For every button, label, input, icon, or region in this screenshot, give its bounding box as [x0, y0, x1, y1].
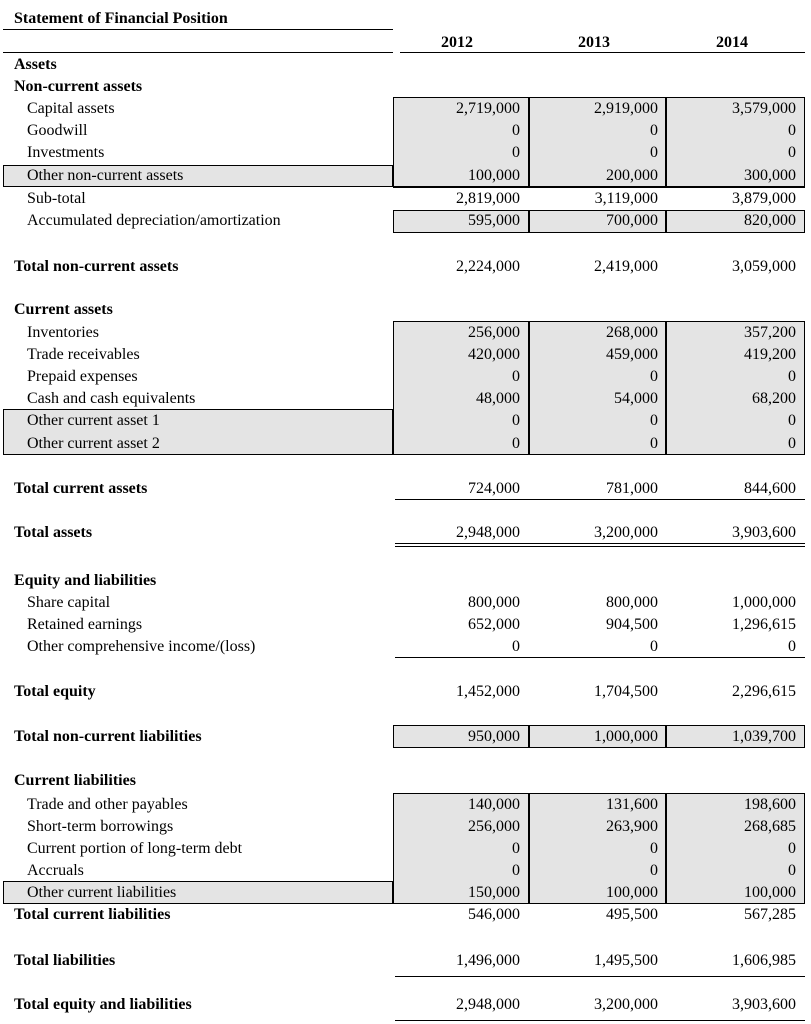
row-label-prepaid-expenses: Prepaid expenses — [27, 368, 138, 385]
cell-sub-total-2014: 3,879,000 — [732, 190, 796, 207]
cell-total-current-assets-2014: 844,600 — [744, 480, 796, 497]
cell-inventories-2012: 256,000 — [468, 324, 520, 341]
cell-investments-2013: 0 — [650, 144, 658, 161]
row-label-trade-receivables: Trade receivables — [27, 346, 140, 363]
cell-oci-2012: 0 — [512, 638, 520, 655]
row-label-total-current-liabilities: Total current liabilities — [14, 906, 171, 923]
row-label-capital-assets: Capital assets — [27, 100, 115, 117]
header-rule-extra — [3, 52, 393, 53]
cell-total-current-assets-2013: 781,000 — [606, 480, 658, 497]
cell-total-equity-2013: 1,704,500 — [594, 683, 658, 700]
equity-rule — [395, 657, 805, 658]
year-header-2013: 2013 — [578, 34, 610, 51]
cell-goodwill-2012: 0 — [512, 122, 520, 139]
cell-share-capital-2014: 1,000,000 — [732, 594, 796, 611]
cell-total-non-current-assets-2014: 3,059,000 — [732, 258, 796, 275]
row-label-total-equity-and-liabilities: Total equity and liabilities — [14, 996, 192, 1013]
cell-trade-receivables-2012: 420,000 — [468, 346, 520, 363]
row-label-other-non-current-assets: Other non-current assets — [27, 167, 184, 184]
page-title: Statement of Financial Position — [14, 10, 228, 27]
cell-retained-earnings-2013: 904,500 — [606, 616, 658, 633]
cell-total-equity-2012: 1,452,000 — [456, 683, 520, 700]
total-assets-rule-1 — [395, 543, 805, 544]
cell-total-non-current-liabilities-2012: 950,000 — [468, 728, 520, 745]
cell-accumulated-depreciation-2012: 595,000 — [468, 212, 520, 229]
row-label-other-current-asset-2: Other current asset 2 — [27, 435, 160, 452]
cell-other-current-asset-1-2014: 0 — [788, 412, 796, 429]
row-label-current-portion-ltd: Current portion of long-term debt — [27, 840, 243, 857]
section-current-liabilities: Current liabilities — [14, 772, 136, 789]
row-label-total-equity: Total equity — [14, 683, 96, 700]
total-eq-liab-rule — [395, 1020, 805, 1021]
cell-prepaid-expenses-2013: 0 — [650, 368, 658, 385]
cell-capital-assets-2013: 2,919,000 — [594, 100, 658, 117]
cell-trade-receivables-2014: 419,200 — [744, 346, 796, 363]
row-label-total-assets: Total assets — [14, 524, 93, 541]
row-label-accruals: Accruals — [27, 862, 84, 879]
total-current-assets-rule — [395, 499, 805, 500]
cell-total-equity-and-liabilities-2012: 2,948,000 — [456, 996, 520, 1013]
cell-total-non-current-liabilities-2014: 1,039,700 — [732, 728, 796, 745]
row-label-total-non-current-assets: Total non-current assets — [14, 258, 179, 275]
cell-investments-2012: 0 — [512, 144, 520, 161]
cell-share-capital-2012: 800,000 — [468, 594, 520, 611]
cell-other-current-asset-2-2013: 0 — [650, 435, 658, 452]
total-liabilities-rule — [395, 976, 805, 977]
cell-other-current-asset-1-2012: 0 — [512, 412, 520, 429]
cell-trade-receivables-2013: 459,000 — [606, 346, 658, 363]
cell-total-equity-2014: 2,296,615 — [732, 683, 796, 700]
cell-other-current-asset-2-2014: 0 — [788, 435, 796, 452]
cell-sub-total-2012: 2,819,000 — [456, 190, 520, 207]
cell-accruals-2012: 0 — [512, 862, 520, 879]
cell-total-current-liabilities-2014: 567,285 — [744, 906, 796, 923]
row-label-retained-earnings: Retained earnings — [27, 616, 143, 633]
cell-total-liabilities-2013: 1,495,500 — [594, 952, 658, 969]
cell-goodwill-2013: 0 — [650, 122, 658, 139]
cell-oci-2014: 0 — [788, 638, 796, 655]
cell-other-current-asset-1-2013: 0 — [650, 412, 658, 429]
cell-total-assets-2013: 3,200,000 — [594, 524, 658, 541]
cell-total-assets-2012: 2,948,000 — [456, 524, 520, 541]
section-equity-liabilities: Equity and liabilities — [14, 572, 157, 589]
cell-current-portion-ltd-2012: 0 — [512, 840, 520, 857]
cell-share-capital-2013: 800,000 — [606, 594, 658, 611]
cell-prepaid-expenses-2012: 0 — [512, 368, 520, 385]
section-current-assets: Current assets — [14, 301, 113, 318]
cell-other-non-current-assets-2012: 100,000 — [468, 167, 520, 184]
cell-cash-2013: 54,000 — [614, 390, 658, 407]
row-label-trade-payables: Trade and other payables — [27, 796, 188, 813]
row-label-goodwill: Goodwill — [27, 122, 88, 139]
year-header-2012: 2012 — [441, 34, 473, 51]
cell-capital-assets-2012: 2,719,000 — [456, 100, 520, 117]
cell-accruals-2014: 0 — [788, 862, 796, 879]
cell-retained-earnings-2012: 652,000 — [468, 616, 520, 633]
cell-oci-2013: 0 — [650, 638, 658, 655]
cell-short-term-borrowings-2013: 263,900 — [606, 818, 658, 835]
row-label-sub-total: Sub-total — [27, 190, 86, 207]
row-label-oci: Other comprehensive income/(loss) — [27, 638, 256, 655]
cell-current-portion-ltd-2014: 0 — [788, 840, 796, 857]
cell-accumulated-depreciation-2014: 820,000 — [744, 212, 796, 229]
cell-total-assets-2014: 3,903,600 — [732, 524, 796, 541]
cell-accruals-2013: 0 — [650, 862, 658, 879]
cell-cash-2012: 48,000 — [476, 390, 520, 407]
cell-investments-2014: 0 — [788, 144, 796, 161]
row-label-share-capital: Share capital — [27, 594, 111, 611]
cell-capital-assets-2014: 3,579,000 — [732, 100, 796, 117]
row-label-cash: Cash and cash equivalents — [27, 390, 196, 407]
cell-total-equity-and-liabilities-2014: 3,903,600 — [732, 996, 796, 1013]
row-label-inventories: Inventories — [27, 324, 99, 341]
total-assets-rule-2 — [395, 546, 805, 547]
cell-total-liabilities-2014: 1,606,985 — [732, 952, 796, 969]
cell-trade-payables-2014: 198,600 — [744, 796, 796, 813]
cell-other-current-liabilities-2012: 150,000 — [468, 884, 520, 901]
cell-cash-2014: 68,200 — [752, 390, 796, 407]
cell-other-non-current-assets-2014: 300,000 — [744, 167, 796, 184]
title-rule — [3, 29, 393, 30]
cell-retained-earnings-2014: 1,296,615 — [732, 616, 796, 633]
cell-inventories-2013: 268,000 — [606, 324, 658, 341]
cell-total-current-liabilities-2012: 546,000 — [468, 906, 520, 923]
row-label-short-term-borrowings: Short-term borrowings — [27, 818, 174, 835]
row-label-total-current-assets: Total current assets — [14, 480, 148, 497]
other-ncl-rule — [393, 187, 805, 188]
cell-total-non-current-assets-2012: 2,224,000 — [456, 258, 520, 275]
section-non-current-assets: Non-current assets — [14, 78, 143, 95]
section-assets: Assets — [14, 56, 57, 73]
cell-other-current-liabilities-2014: 100,000 — [744, 884, 796, 901]
cell-total-current-assets-2012: 724,000 — [468, 480, 520, 497]
cell-trade-payables-2013: 131,600 — [606, 796, 658, 813]
cell-total-current-liabilities-2013: 495,500 — [606, 906, 658, 923]
cell-total-non-current-liabilities-2013: 1,000,000 — [594, 728, 658, 745]
cell-total-liabilities-2012: 1,496,000 — [456, 952, 520, 969]
row-label-other-current-asset-1: Other current asset 1 — [27, 412, 160, 429]
cell-inventories-2014: 357,200 — [744, 324, 796, 341]
cell-other-current-liabilities-2013: 100,000 — [606, 884, 658, 901]
cell-other-current-asset-2-2012: 0 — [512, 435, 520, 452]
row-label-total-non-current-liabilities: Total non-current liabilities — [14, 728, 202, 745]
cell-sub-total-2013: 3,119,000 — [594, 190, 658, 207]
cell-short-term-borrowings-2012: 256,000 — [468, 818, 520, 835]
cell-total-non-current-assets-2013: 2,419,000 — [594, 258, 658, 275]
cell-goodwill-2014: 0 — [788, 122, 796, 139]
year-header-2014: 2014 — [716, 34, 748, 51]
cell-trade-payables-2012: 140,000 — [468, 796, 520, 813]
cell-prepaid-expenses-2014: 0 — [788, 368, 796, 385]
cell-total-equity-and-liabilities-2013: 3,200,000 — [594, 996, 658, 1013]
row-label-accumulated-depreciation: Accumulated depreciation/amortization — [27, 212, 281, 229]
cell-accumulated-depreciation-2013: 700,000 — [606, 212, 658, 229]
cell-other-non-current-assets-2013: 200,000 — [606, 167, 658, 184]
row-label-total-liabilities: Total liabilities — [14, 952, 116, 969]
cell-current-portion-ltd-2013: 0 — [650, 840, 658, 857]
row-label-other-current-liabilities: Other current liabilities — [27, 884, 177, 901]
row-label-investments: Investments — [27, 144, 105, 161]
cell-short-term-borrowings-2014: 268,685 — [744, 818, 796, 835]
